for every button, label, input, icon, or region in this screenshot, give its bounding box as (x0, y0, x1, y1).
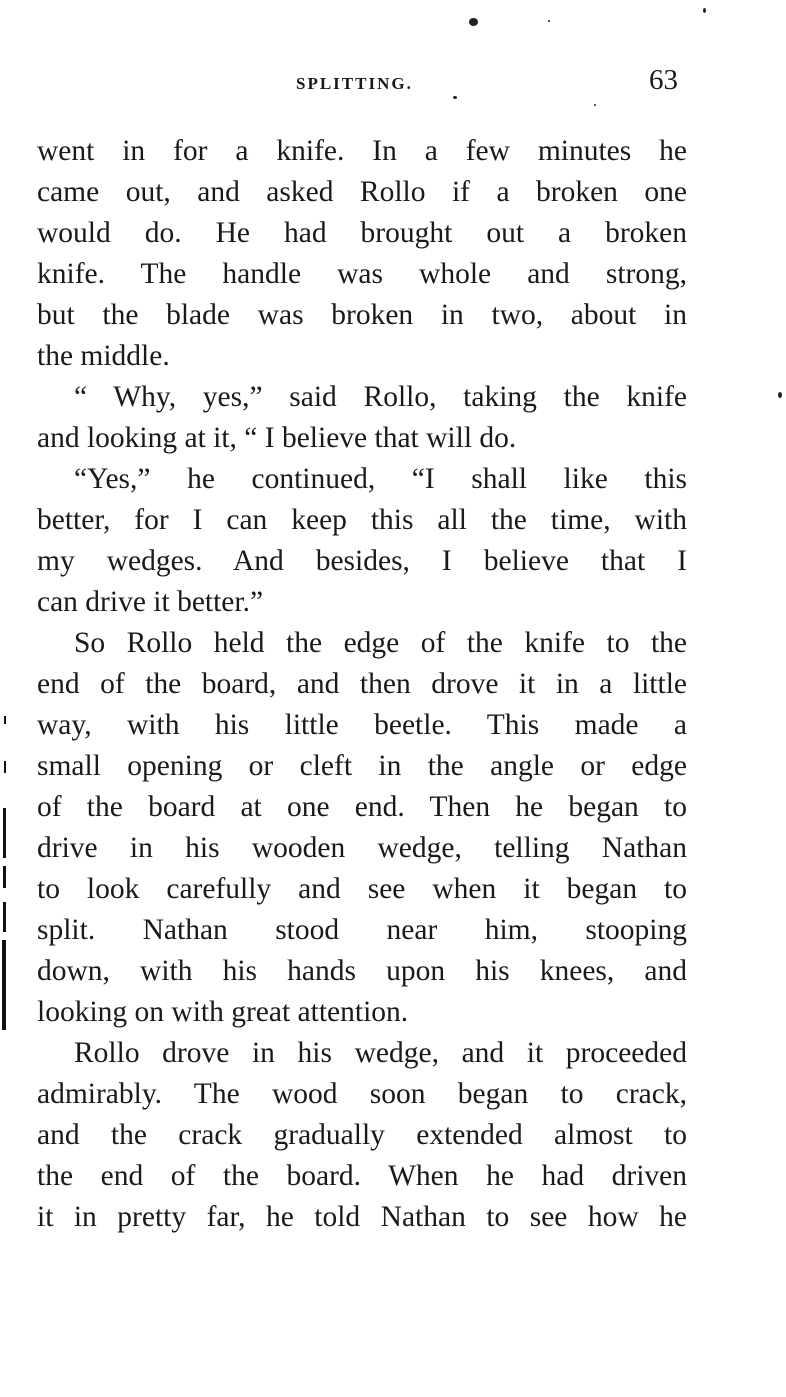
margin-mark (4, 716, 6, 724)
text-line: the middle. (37, 340, 170, 372)
text-line: it in pretty far, he told Nathan to see how he (37, 1201, 687, 1233)
text-line: small opening or cleft in the angle or edge (37, 750, 687, 782)
text-line: Rollo drove in his wedge, and it proceeded (74, 1037, 687, 1069)
text-line: and looking at it, “ I believe that will do. (37, 422, 517, 454)
text-line: end of the board, and then drove it in a little (37, 668, 687, 700)
text-line: the end of the board. When he had driven (37, 1160, 687, 1192)
text-line: way, with his little beetle. This made a (37, 709, 687, 741)
page-number: 63 (649, 64, 678, 96)
text-line: of the board at one end. Then he began to (37, 791, 687, 823)
text-line: my wedges. And besides, I believe that I (37, 545, 687, 577)
text-line: looking on with great attention. (37, 996, 409, 1028)
text-line: drive in his wooden wedge, telling Nathan (37, 832, 687, 864)
ink-speck (548, 20, 550, 22)
ink-speck (469, 18, 478, 26)
text-line: admirably. The wood soon began to crack, (37, 1078, 687, 1110)
text-line: knife. The handle was whole and strong, (37, 258, 687, 290)
text-line: better, for I can keep this all the time, with (37, 504, 687, 536)
body-text (37, 131, 687, 1238)
text-line: “ Why, yes,” said Rollo, taking the knife (74, 381, 687, 413)
ink-speck (778, 392, 782, 398)
text-line: would do. He had brought out a broken (37, 217, 687, 249)
page-header (0, 62, 786, 102)
text-line: to look carefully and see when it began to (37, 873, 687, 905)
text-line: “Yes,” he continued, “I shall like this (74, 463, 687, 495)
text-line: can drive it better.” (37, 586, 264, 618)
text-line: down, with his hands upon his knees, and (37, 955, 687, 987)
text-line: went in for a knife. In a few minutes he (37, 135, 687, 167)
text-line: split. Nathan stood near him, stooping (37, 914, 687, 946)
margin-mark (3, 808, 6, 858)
margin-mark (3, 902, 6, 932)
text-line: came out, and asked Rollo if a broken one (37, 176, 687, 208)
text-line: So Rollo held the edge of the knife to the (74, 627, 687, 659)
text-line: but the blade was broken in two, about in (37, 299, 687, 331)
ink-speck (594, 104, 596, 106)
text-line: and the crack gradually extended almost to (37, 1119, 687, 1151)
ink-speck (703, 8, 706, 13)
running-head: SPLITTING. (296, 74, 413, 93)
margin-mark (4, 761, 6, 773)
margin-mark (3, 866, 6, 888)
margin-mark (2, 940, 6, 1030)
